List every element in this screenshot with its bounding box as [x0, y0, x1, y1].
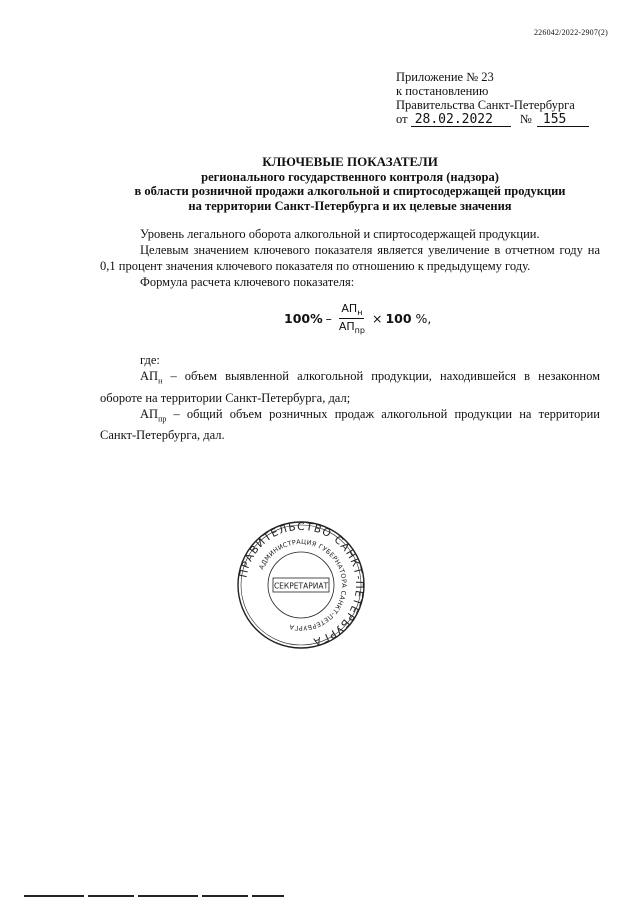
definition-2-term: АП [140, 406, 159, 421]
annex-number: 155 [537, 113, 589, 127]
footer-rule [24, 895, 284, 897]
title-line-4: на территории Санкт-Петербурга и их целевые значения [188, 198, 512, 213]
formula-denominator [339, 319, 365, 335]
formula-numerator [339, 302, 364, 319]
title-line-3: в области розничной продажи алкогольной и спиртосодержащей продукции [134, 184, 566, 198]
annex-line-2: к постановлению [396, 84, 489, 98]
body-text [100, 226, 600, 290]
annex-header [396, 70, 589, 127]
paragraph-2: Целевым значением ключевого показателя является увеличение в отчетном году на 0,1 процент значения ключевого показателя по отношению к предыдущему году. [100, 243, 600, 273]
formula-tail: 100 [385, 311, 412, 327]
formula [284, 302, 431, 335]
official-seal-stamp [236, 520, 366, 650]
definition-2-sub: пр [158, 414, 167, 423]
paragraph-1: Уровень легального оборота алкогольной и спиртосодержащей продукции. [140, 227, 540, 241]
annex-from-label: от [396, 112, 408, 126]
annex-line-3: Правительства Санкт-Петербурга [396, 98, 575, 112]
numerator-sub: н [357, 308, 363, 318]
definitions [100, 352, 600, 443]
definition-1 [100, 368, 600, 406]
title-main: КЛЮЧЕВЫЕ ПОКАЗАТЕЛИ [262, 154, 438, 169]
paragraph-3: Формула расчета ключевого показателя: [140, 275, 355, 289]
annex-date: 28.02.2022 [411, 113, 511, 127]
numerator-text: АП [341, 302, 358, 315]
annex-date-row [396, 112, 589, 127]
formula-minus: – [325, 311, 332, 327]
document-id: 226042/2022-2907(2) [533, 28, 608, 37]
definition-1-term: АП [140, 369, 159, 383]
definition-2-text: – общий объем розничных продаж алкогольной продукции на территории Санкт-Петербурга, дал. [100, 406, 600, 442]
formula-tail-unit: %, [415, 311, 432, 327]
definition-2 [100, 406, 600, 444]
definitions-where: где: [140, 353, 160, 367]
title-line-2: регионального государственного контроля (надзора) [201, 169, 499, 184]
formula-fraction [339, 302, 365, 335]
definition-1-text: – объем выявленной алкогольной продукции, находившейся в незаконном обороте на территории Санкт-Петербурга, дал; [100, 369, 600, 405]
denominator-sub: пр [354, 326, 365, 336]
annex-number-label: № [519, 112, 532, 126]
formula-lead: 100% [284, 311, 323, 327]
stamp-inner-text: АДМИНИСТРАЦИЯ ГУБЕРНАТОРА САНКТ-ПЕТЕРБУРГА [257, 537, 349, 633]
denominator-text: АП [338, 320, 355, 334]
stamp-center-text: СЕКРЕТАРИАТ [273, 581, 329, 591]
stamp-outer-text: ПРАВИТЕЛЬСТВО САНКТ-ПЕТЕРБУРГА [237, 520, 366, 648]
definition-1-sub: н [158, 376, 163, 386]
annex-line-1: Приложение № 23 [396, 70, 494, 84]
formula-times: × [371, 311, 383, 327]
document-title [80, 155, 620, 213]
